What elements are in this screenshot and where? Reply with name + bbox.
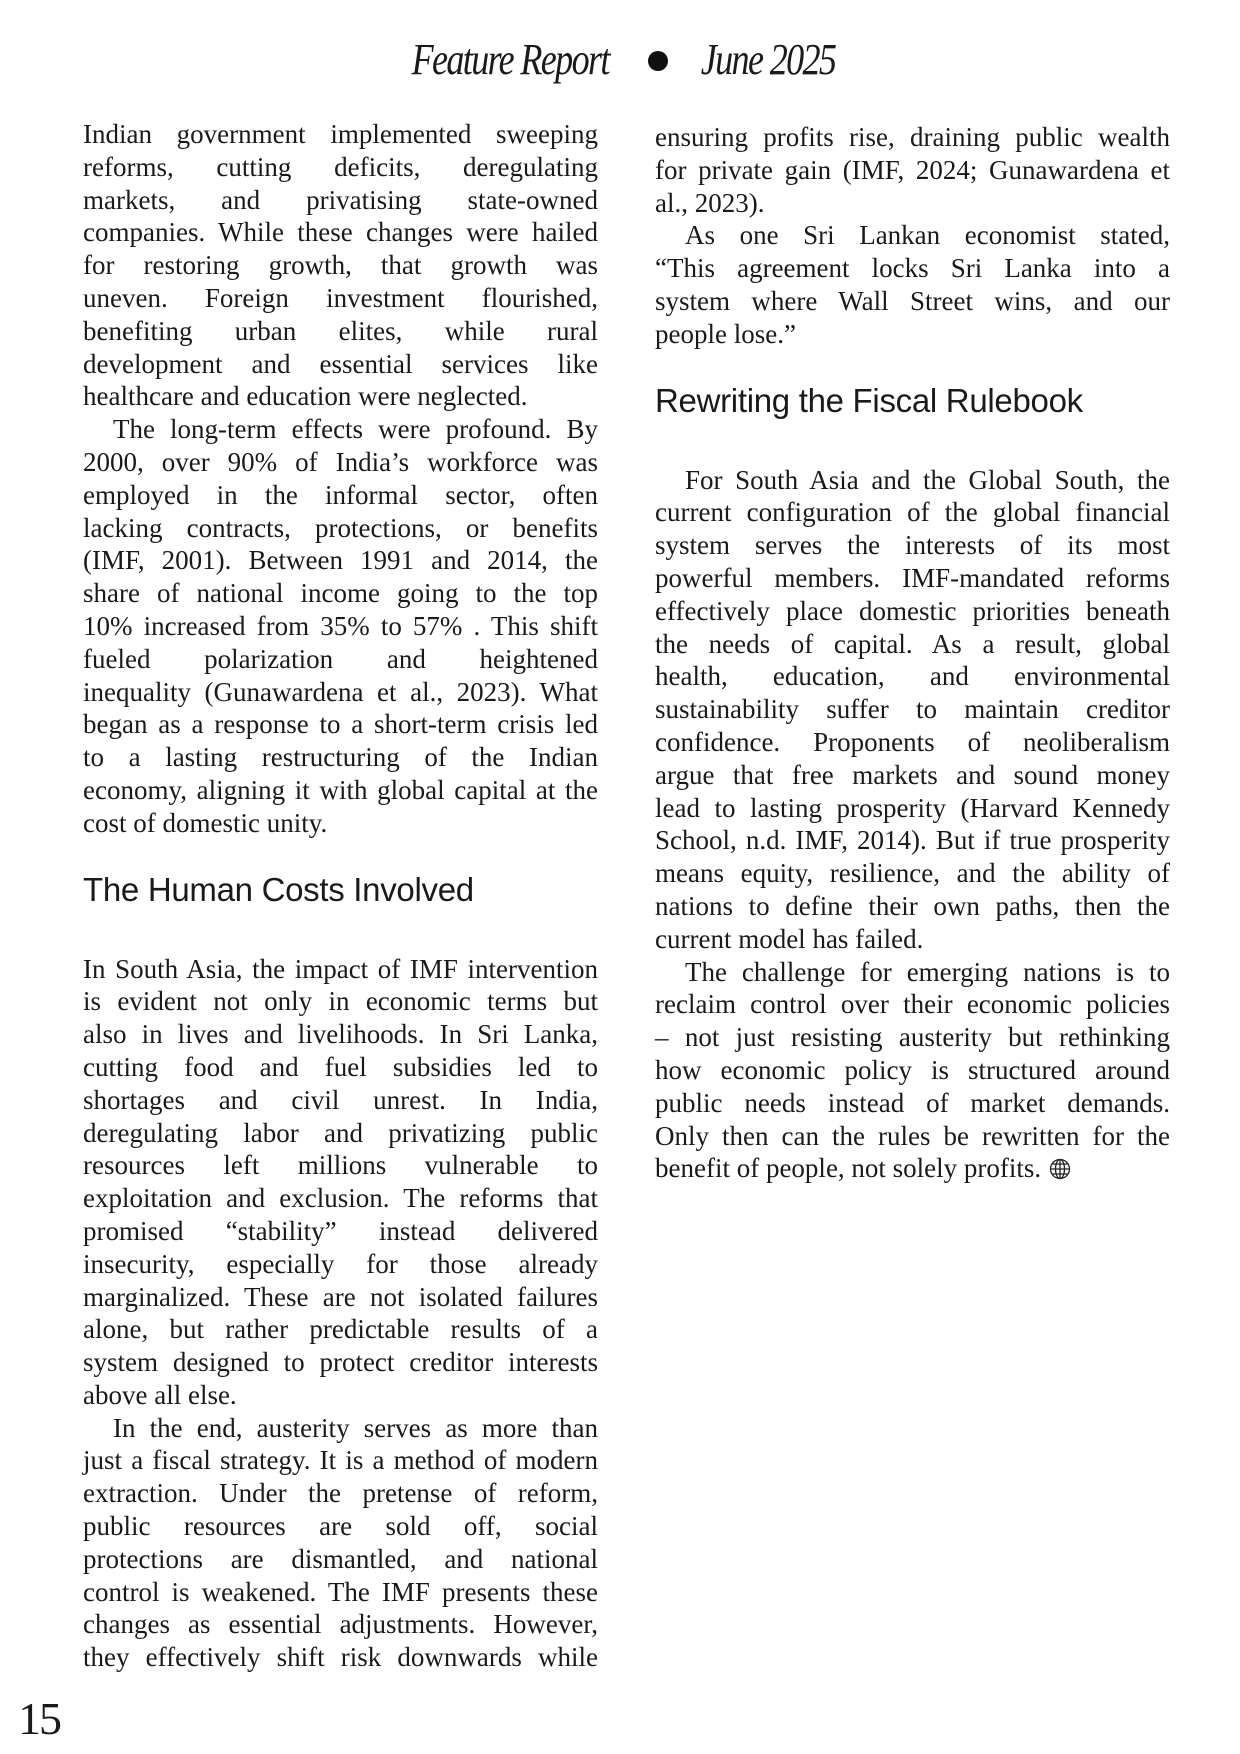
text-line [83,610,598,643]
text-line [655,1152,1170,1185]
text-line-content: resources left millions vulnerable to [83,1150,598,1181]
text-line [83,985,598,1018]
text-line [83,1641,598,1674]
section-heading: The Human Costs Involved [83,870,474,908]
text-line [655,285,1170,318]
text-line [83,1248,598,1281]
text-line-content: deregulating labor and privatizing public [83,1117,598,1148]
text-line [83,216,598,249]
text-line [83,1444,598,1477]
text-line [655,464,1170,497]
text-line-content: for private gain (IMF, 2024; Gunawardena et [655,154,1170,185]
text-line [655,792,1170,825]
paragraph [655,121,1170,219]
text-line [83,1477,598,1510]
text-line-content: means equity, resilience, and the ability of [655,858,1170,889]
text-line-content: sustainability suffer to maintain creditor [655,694,1170,725]
text-line-content: inequality (Gunawardena et al., 2023). What [83,676,598,707]
text-line-content: markets, and privatising state-owned [83,184,598,215]
text-line-content: they effectively shift risk downwards while [83,1642,598,1673]
text-line-content: is evident not only in economic terms but [83,986,598,1017]
text-line [83,1346,598,1379]
text-line-content: protections are dismantled, and national [83,1543,598,1574]
text-line-content: For South Asia and the Global South, the [685,464,1170,495]
bullet-separator [648,51,668,71]
text-line-content: share of national income going to the top [83,578,598,609]
text-line-content: benefiting urban elites, while rural [83,315,598,346]
text-line-content: effectively place domestic priorities beneath [655,595,1170,626]
text-line-content: reclaim control over their economic policies [655,989,1170,1020]
text-line-content: “This agreement locks Sri Lanka into a [655,253,1170,284]
text-line [655,562,1170,595]
text-line [83,1051,598,1084]
text-line [83,708,598,741]
text-line-content: argue that free markets and sound money [655,759,1170,790]
text-line-content: current configuration of the global financial [655,497,1170,528]
text-line-content: above all else. [83,1379,237,1410]
text-line [655,496,1170,529]
text-line-content: Indian government implemented sweeping [83,119,598,149]
text-line [83,1576,598,1609]
text-line [83,1215,598,1248]
text-line [655,923,1170,956]
text-line-content: – not just resisting austerity but rethinking [655,1022,1170,1053]
text-line-content: confidence. Proponents of neoliberalism [655,726,1170,757]
paragraph [655,219,1170,350]
text-line-content: cost of domestic unity. [83,807,328,838]
text-line-content: As one Sri Lankan economist stated, [685,220,1170,251]
text-line-content: benefit of people, not solely profits. [655,1153,1042,1184]
text-line-content: employed in the informal sector, often [83,479,598,510]
text-line-content: to a lasting restructuring of the Indian [83,742,598,773]
text-line-content: promised “stability” instead delivered [83,1215,598,1246]
text-line [83,118,598,151]
text-line-content: control is weakened. The IMF presents these [83,1576,598,1607]
text-line-content: 2000, over 90% of India’s workforce was [83,446,598,477]
text-line [655,1087,1170,1120]
text-line [655,595,1170,628]
text-line [83,1608,598,1641]
text-line-content: companies. While these changes were hailed [83,217,598,248]
text-line-content: marginalized. These are not isolated failures [83,1281,598,1312]
text-line-content: School, n.d. IMF, 2014). But if true prosperity [655,825,1170,856]
text-line [83,807,598,840]
text-line [655,660,1170,693]
text-line [83,282,598,315]
text-line [83,774,598,807]
text-line-content: cutting food and fuel subsidies led to [83,1051,598,1082]
text-line-content: The challenge for emerging nations is to [685,956,1170,987]
text-line-content: In the end, austerity serves as more than [113,1412,598,1443]
text-line [655,726,1170,759]
text-line-content: health, education, and environmental [655,661,1170,692]
text-line [83,1149,598,1182]
paragraph [83,413,598,839]
paragraph [83,1412,598,1674]
publication-section: Feature Report [411,35,609,84]
text-line [655,252,1170,285]
text-line-content: (IMF, 2001). Between 1991 and 2014, the [83,545,598,576]
text-line-content: reforms, cutting deficits, deregulating [83,151,598,182]
text-line [83,676,598,709]
text-line-content: ensuring profits rise, draining public wealth [655,122,1170,152]
text-line-content: system where Wall Street wins, and our [655,285,1170,316]
text-line [655,187,1170,220]
text-line-content: people lose.” [655,318,796,349]
text-line-content: powerful members. IMF-mandated reforms [655,562,1170,593]
text-line [83,413,598,446]
text-line [83,1510,598,1543]
text-line-content: nations to define their own paths, then the [655,890,1170,921]
text-line-content: insecurity, especially for those already [83,1248,598,1279]
text-line-content: began as a response to a short-term crisis led [83,709,598,740]
text-line [655,628,1170,661]
paragraph [83,118,598,413]
text-line [655,318,1170,351]
text-line [83,741,598,774]
text-line [655,693,1170,726]
text-line [655,1054,1170,1087]
text-line [83,446,598,479]
text-line-content: public resources are sold off, social [83,1511,598,1542]
text-line [655,121,1170,154]
section-heading: Rewriting the Fiscal Rulebook [655,381,1083,419]
text-line [83,249,598,282]
running-header [0,32,1240,88]
text-line [83,315,598,348]
text-line [83,577,598,610]
text-line-content: fueled polarization and heightened [83,643,598,674]
text-line-content: development and essential services like [83,348,598,379]
text-line [83,1182,598,1215]
text-line [655,529,1170,562]
globe-icon [1049,1158,1071,1180]
text-line [655,1021,1170,1054]
text-line [83,151,598,184]
text-line-content: changes as essential adjustments. However, [83,1609,598,1640]
text-line [655,1120,1170,1153]
text-line-content: healthcare and education were neglected. [83,381,528,412]
text-line [83,512,598,545]
text-line [83,643,598,676]
text-line-content: Only then can the rules be rewritten for the [655,1120,1170,1151]
text-line-content: lacking contracts, protections, or benefits [83,512,598,543]
text-line [83,1379,598,1412]
text-line-content: just a fiscal strategy. It is a method of modern [83,1445,598,1476]
text-line-content: shortages and civil unrest. In India, [83,1084,598,1115]
text-line-content: for restoring growth, that growth was [83,250,598,281]
text-line [83,953,598,986]
text-line [83,1117,598,1150]
text-line [655,890,1170,923]
text-line-content: also in lives and livelihoods. In Sri Lanka, [83,1019,598,1050]
text-line [83,1084,598,1117]
text-line-content: lead to lasting prosperity (Harvard Kennedy [655,792,1170,823]
text-line [655,759,1170,792]
paragraph [83,953,598,1412]
text-line [83,1281,598,1314]
text-line [83,479,598,512]
text-line [83,184,598,217]
text-line [655,219,1170,252]
issue-date: June 2025 [700,35,836,84]
text-line [83,348,598,381]
paragraph [655,464,1170,956]
text-line-content: public needs instead of market demands. [655,1087,1170,1118]
text-line [655,154,1170,187]
text-line-content: economy, aligning it with global capital at the [83,774,598,805]
text-line-content: exploitation and exclusion. The reforms that [83,1183,598,1214]
text-line-content: how economic policy is structured around [655,1054,1170,1085]
text-line [655,824,1170,857]
text-line-content: current model has failed. [655,923,924,954]
text-line [655,857,1170,890]
text-line-content: system serves the interests of its most [655,530,1170,561]
text-line-content: system designed to protect creditor interests [83,1347,598,1378]
text-line-content: 10% increased from 35% to 57% . This shift [83,610,598,641]
paragraph [655,956,1170,1186]
text-line [83,380,598,413]
text-line [655,956,1170,989]
text-line-content: uneven. Foreign investment flourished, [83,282,598,313]
text-line [83,1313,598,1346]
text-line [655,988,1170,1021]
text-line-content: the needs of capital. As a result, global [655,628,1170,659]
text-line-content: alone, but rather predictable results of a [83,1314,598,1345]
text-line [83,1412,598,1445]
left-column [83,118,598,1674]
text-line [83,544,598,577]
text-line-content: In South Asia, the impact of IMF intervention [83,953,598,984]
text-line-content: extraction. Under the pretense of reform, [83,1478,598,1509]
text-line [83,1543,598,1576]
right-column [655,121,1170,1185]
text-line-content: al., 2023). [655,187,765,218]
text-line-content: The long-term effects were profound. By [113,414,598,445]
text-line [83,1018,598,1051]
page-number: 15 [18,1693,60,1744]
